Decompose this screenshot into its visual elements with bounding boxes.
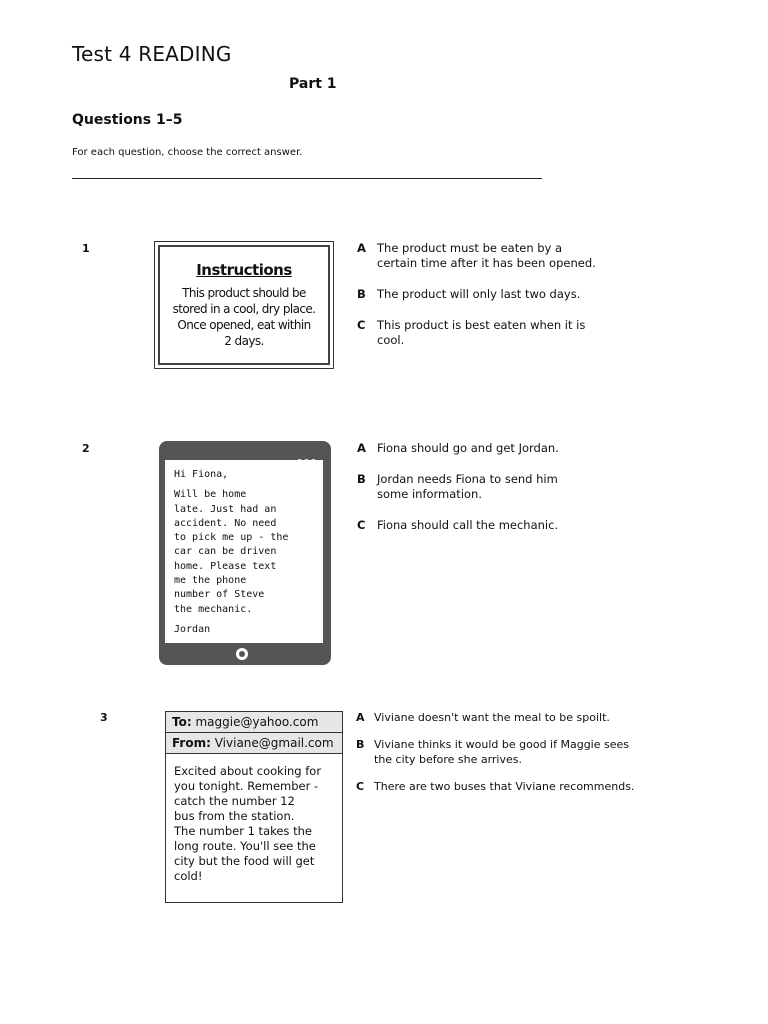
- q1-option-c[interactable]: [357, 318, 637, 348]
- email-body: [166, 754, 342, 894]
- option-text: Viviane doesn't want the meal to be spoilt.: [374, 711, 610, 724]
- option-text: This product is best eaten when it is: [377, 318, 586, 332]
- questions-range-heading: Questions 1–5: [72, 112, 183, 128]
- email-illustration: [165, 711, 343, 903]
- option-letter: A: [357, 241, 366, 255]
- message-body: [174, 488, 314, 617]
- notice-line: 2 days.: [224, 334, 264, 348]
- phone-illustration: [159, 441, 331, 665]
- home-button-icon: [236, 648, 248, 660]
- option-text: some information.: [377, 487, 482, 501]
- option-text: The product must be eaten by a: [377, 241, 563, 255]
- email-line: catch the number 12: [174, 794, 295, 808]
- q1-option-b[interactable]: [357, 287, 637, 302]
- q2-option-c[interactable]: [357, 518, 637, 533]
- message-line: accident. No need: [174, 517, 277, 529]
- option-text: the city before she arrives.: [374, 753, 522, 766]
- question-number-1: 1: [82, 242, 90, 255]
- notice-sign-frame: [158, 245, 330, 365]
- option-text: Fiona should call the mechanic.: [377, 518, 559, 532]
- option-text: Viviane thinks it would be good if Maggie sees: [374, 738, 629, 751]
- q2-option-b[interactable]: [357, 472, 637, 502]
- option-letter: A: [356, 711, 365, 724]
- q3-option-c[interactable]: [356, 779, 656, 794]
- email-to-row: [166, 712, 342, 733]
- message-line: the mechanic.: [174, 603, 253, 615]
- option-text: The product will only last two days.: [377, 287, 581, 301]
- q2-options: [357, 441, 637, 533]
- notice-body: [160, 285, 328, 349]
- email-to-value: maggie@yahoo.com: [195, 715, 319, 729]
- message-signature: Jordan: [174, 623, 211, 635]
- phone-dots-icon: [295, 449, 317, 455]
- q3-options: [356, 710, 656, 794]
- question-number-2: 2: [82, 442, 90, 455]
- option-text: certain time after it has been opened.: [377, 256, 596, 270]
- q2-option-a[interactable]: [357, 441, 637, 456]
- option-text: Jordan needs Fiona to send him: [377, 472, 558, 486]
- q1-option-a[interactable]: [357, 241, 637, 271]
- option-letter: B: [357, 287, 366, 301]
- email-line: The number 1 takes the: [174, 824, 312, 838]
- notice-line: stored in a cool, dry place.: [172, 302, 316, 316]
- email-line: cold!: [174, 869, 203, 883]
- message-line: late. Just had an: [174, 503, 277, 515]
- q1-options: [357, 241, 637, 348]
- email-to-label: To:: [172, 715, 192, 729]
- notice-line: This product should be: [182, 286, 306, 300]
- message-line: number of Steve: [174, 589, 265, 601]
- option-text: There are two buses that Viviane recommends.: [374, 780, 635, 793]
- option-letter: B: [357, 472, 366, 486]
- q3-option-a[interactable]: [356, 710, 656, 725]
- page-title: Test 4 READING: [72, 42, 232, 66]
- message-line: home. Please text: [174, 560, 277, 572]
- instruction-text: For each question, choose the correct answer.: [72, 147, 303, 158]
- notice-sign: [154, 241, 334, 369]
- notice-line: Once opened, eat within: [177, 318, 311, 332]
- message-line: car can be driven: [174, 546, 277, 558]
- email-line: city but the food will get: [174, 854, 315, 868]
- message-line: Will be home: [174, 489, 247, 501]
- q3-option-b[interactable]: [356, 737, 656, 767]
- option-letter: C: [357, 518, 366, 532]
- text-message: [165, 460, 323, 643]
- email-line: you tonight. Remember -: [174, 779, 319, 793]
- option-text: cool.: [377, 333, 405, 347]
- message-line: me the phone: [174, 575, 247, 587]
- option-letter: C: [356, 780, 365, 793]
- email-line: Excited about cooking for: [174, 764, 322, 778]
- option-letter: C: [357, 318, 366, 332]
- question-number-3: 3: [100, 711, 108, 724]
- email-from-value: Viviane@gmail.com: [214, 736, 334, 750]
- option-text: Fiona should go and get Jordan.: [377, 441, 559, 455]
- divider: [72, 178, 542, 179]
- option-letter: A: [357, 441, 366, 455]
- message-greeting: Hi Fiona,: [174, 469, 229, 480]
- message-line: to pick me up - the: [174, 532, 289, 544]
- email-from-label: From:: [172, 736, 211, 750]
- email-line: bus from the station.: [174, 809, 295, 823]
- email-from-row: [166, 733, 342, 754]
- email-line: long route. You'll see the: [174, 839, 316, 853]
- option-letter: B: [356, 738, 365, 751]
- part-heading: Part 1: [289, 76, 337, 92]
- notice-heading: Instructions: [196, 261, 292, 279]
